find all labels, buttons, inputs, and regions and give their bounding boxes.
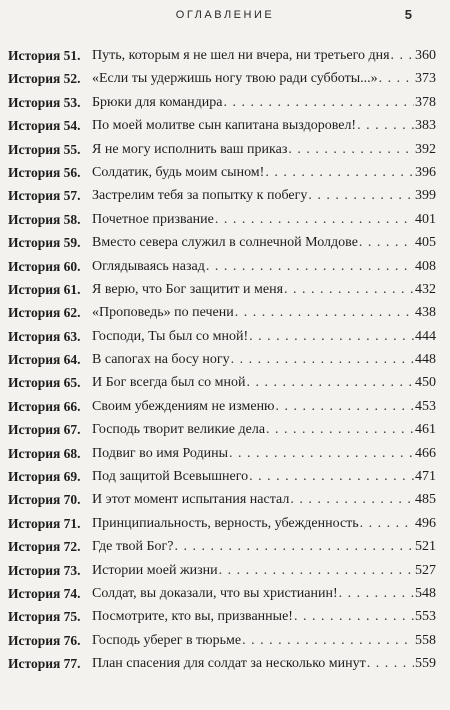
toc-entry-page-number: 453 <box>415 398 436 414</box>
toc-entry-title: И Бог всегда был со мной <box>92 375 246 391</box>
toc-entry-title: И этот момент испытания настал <box>92 492 290 508</box>
toc-entry-line <box>92 278 436 301</box>
toc-entry-label: История 53. <box>8 94 81 110</box>
toc-entry <box>8 512 436 535</box>
toc-entry-title: Почетное призвание <box>92 211 214 227</box>
toc-entry-title: Господь уберег в тюрьме <box>92 632 242 648</box>
toc-entry-page-number: 496 <box>415 515 436 531</box>
toc-entry-page-number: 401 <box>415 211 436 227</box>
dot-leader <box>242 629 414 652</box>
toc-entry-line <box>92 301 436 324</box>
toc-entry-label: История 54. <box>8 118 81 134</box>
toc-entry-title: Господь творит великие дела <box>92 422 266 438</box>
toc-entry <box>8 488 436 511</box>
toc-entry-line <box>92 465 436 488</box>
dot-leader <box>360 512 414 535</box>
toc-entry <box>8 161 436 184</box>
toc-entry-label: История 71. <box>8 515 81 531</box>
toc-entry <box>8 348 436 371</box>
dot-leader <box>284 278 414 301</box>
dot-leader <box>215 208 414 231</box>
toc-entry-title: Я не могу исполнить ваш приказ <box>92 141 288 157</box>
dot-leader <box>231 348 414 371</box>
dot-leader <box>249 325 414 348</box>
toc-entry-line <box>92 605 436 628</box>
dot-leader <box>379 67 414 90</box>
toc-entry-line <box>92 114 436 137</box>
toc-entry <box>8 371 436 394</box>
toc-entry-title: В сапогах на босу ногу <box>92 352 230 368</box>
toc-entry <box>8 255 436 278</box>
toc-entry-label: История 57. <box>8 188 81 204</box>
toc-entry-label: История 60. <box>8 258 81 274</box>
toc-entry-label: История 67. <box>8 422 81 438</box>
toc-entry-line <box>92 652 436 675</box>
toc-entry-line <box>92 442 436 465</box>
toc-entry-line <box>92 535 436 558</box>
running-title: ОГЛАВЛЕНИЕ <box>175 9 275 21</box>
toc-entry-line <box>92 395 436 418</box>
toc-entry-page-number: 461 <box>415 422 436 438</box>
toc-entry-page-number: 444 <box>415 328 436 344</box>
dot-leader <box>175 535 415 558</box>
toc-entry-label: История 73. <box>8 562 81 578</box>
toc-entry-title: По моей молитве сын капитана выздоровел! <box>92 118 357 134</box>
toc-entry-line <box>92 418 436 441</box>
toc-entry-line <box>92 138 436 161</box>
dot-leader <box>294 605 414 628</box>
toc-entry-line <box>92 231 436 254</box>
dot-leader <box>359 231 414 254</box>
table-of-contents <box>8 44 436 676</box>
toc-entry-page-number: 527 <box>415 562 436 578</box>
toc-entry <box>8 325 436 348</box>
toc-entry-page-number: 360 <box>415 48 436 63</box>
toc-entry <box>8 91 436 114</box>
toc-entry-title: Солдат, вы доказали, что вы христианин! <box>92 585 338 601</box>
toc-entry <box>8 605 436 628</box>
toc-entry-title: Принципиальность, верность, убежденность <box>92 515 359 531</box>
toc-entry-title: «Проповедь» по печени <box>92 305 234 321</box>
toc-entry-page-number: 399 <box>415 188 436 204</box>
dot-leader <box>290 488 414 511</box>
toc-entry <box>8 278 436 301</box>
toc-entry-page-number: 432 <box>415 281 436 297</box>
dot-leader <box>223 91 414 114</box>
toc-entry-page-number: 466 <box>415 445 436 461</box>
toc-entry-label: История 63. <box>8 328 81 344</box>
toc-entry-page-number: 553 <box>415 609 436 625</box>
toc-entry-line <box>92 371 436 394</box>
toc-entry-label: История 72. <box>8 539 81 555</box>
dot-leader <box>219 559 414 582</box>
toc-entry-label: История 64. <box>8 352 81 368</box>
toc-entry <box>8 629 436 652</box>
toc-entry-label: История 62. <box>8 305 81 321</box>
toc-entry <box>8 184 436 207</box>
page-number: 5 <box>404 7 412 22</box>
toc-entry-label: История 69. <box>8 469 81 485</box>
toc-entry-title: Под защитой Всевышнего <box>92 469 249 485</box>
toc-entry <box>8 652 436 675</box>
toc-entry <box>8 114 436 137</box>
toc-entry-page-number: 548 <box>415 585 436 601</box>
toc-entry-page-number: 450 <box>415 375 436 391</box>
toc-entry-page-number: 408 <box>415 258 436 274</box>
toc-entry-page-number: 378 <box>415 94 436 110</box>
toc-entry-page-number: 448 <box>415 352 436 368</box>
toc-entry-label: История 77. <box>8 656 81 672</box>
toc-entry-line <box>92 208 436 231</box>
toc-entry-line <box>92 161 436 184</box>
toc-entry-label: История 51. <box>8 48 81 63</box>
toc-entry-label: История 75. <box>8 609 81 625</box>
toc-entry-line <box>92 184 436 207</box>
toc-entry-title: Путь, которым я не шел ни вчера, ни третьего дня <box>92 48 390 63</box>
dot-leader <box>249 465 414 488</box>
toc-entry <box>8 67 436 90</box>
toc-entry-line <box>92 67 436 90</box>
toc-entry-title: План спасения для солдат за несколько минут <box>92 656 366 672</box>
toc-entry-title: Я верю, что Бог защитит и меня <box>92 281 284 297</box>
toc-entry-title: Подвиг во имя Родины <box>92 445 229 461</box>
toc-entry-line <box>92 255 436 278</box>
toc-entry-title: Вместо севера служил в солнечной Молдове <box>92 235 358 251</box>
toc-entry-line <box>92 91 436 114</box>
toc-entry-page-number: 471 <box>415 469 436 485</box>
dot-leader <box>246 371 414 394</box>
toc-entry-label: История 65. <box>8 375 81 391</box>
toc-entry <box>8 559 436 582</box>
toc-entry <box>8 535 436 558</box>
toc-entry-line <box>92 512 436 535</box>
toc-entry-page-number: 438 <box>415 305 436 321</box>
toc-entry <box>8 418 436 441</box>
toc-entry-page-number: 558 <box>415 632 436 648</box>
toc-entry-title: Господи, Ты был со мной! <box>92 328 249 344</box>
dot-leader <box>206 255 414 278</box>
toc-entry-page-number: 405 <box>415 235 436 251</box>
dot-leader <box>357 114 414 137</box>
toc-entry-page-number: 521 <box>415 539 436 555</box>
toc-entry-line <box>92 559 436 582</box>
toc-entry-label: История 52. <box>8 71 81 87</box>
toc-entry-line <box>92 629 436 652</box>
toc-entry-label: История 68. <box>8 445 81 461</box>
toc-entry-label: История 58. <box>8 211 81 227</box>
toc-entry <box>8 231 436 254</box>
dot-leader <box>276 395 414 418</box>
toc-entry-title: Посмотрите, кто вы, призванные! <box>92 609 293 625</box>
dot-leader <box>339 582 414 605</box>
toc-entry-label: История 61. <box>8 281 81 297</box>
toc-entry <box>8 44 436 67</box>
toc-entry-line <box>92 44 436 67</box>
toc-entry-label: История 76. <box>8 632 81 648</box>
toc-entry-page-number: 392 <box>415 141 436 157</box>
dot-leader <box>391 44 414 67</box>
dot-leader <box>308 184 414 207</box>
toc-entry-label: История 56. <box>8 164 81 180</box>
toc-entry-page-number: 559 <box>415 656 436 672</box>
toc-entry <box>8 395 436 418</box>
toc-entry-title: «Если ты удержишь ногу твою ради субботы...» <box>92 71 378 87</box>
toc-entry <box>8 138 436 161</box>
toc-entry-page-number: 383 <box>415 118 436 134</box>
toc-entry-title: Брюки для командира <box>92 94 223 110</box>
toc-entry-page-number: 396 <box>415 164 436 180</box>
toc-entry <box>8 465 436 488</box>
toc-entry-title: Застрелим тебя за попытку к побегу <box>92 188 308 204</box>
toc-entry <box>8 442 436 465</box>
toc-entry-label: История 70. <box>8 492 81 508</box>
toc-entry-label: История 55. <box>8 141 81 157</box>
toc-entry-title: Оглядываясь назад <box>92 258 205 274</box>
toc-entry-title: Солдатик, будь моим сыном! <box>92 164 265 180</box>
toc-entry-title: Истории моей жизни <box>92 562 218 578</box>
toc-entry-title: Где твой Бог? <box>92 539 174 555</box>
dot-leader <box>288 138 414 161</box>
toc-entry-label: История 59. <box>8 235 81 251</box>
toc-entry-page-number: 485 <box>415 492 436 508</box>
toc-entry-title: Своим убеждениям не изменю <box>92 398 275 414</box>
toc-entry-label: История 66. <box>8 398 81 414</box>
dot-leader <box>367 652 414 675</box>
toc-entry-label: История 74. <box>8 585 81 601</box>
toc-entry <box>8 208 436 231</box>
page-header <box>0 7 450 27</box>
toc-entry-line <box>92 582 436 605</box>
toc-entry <box>8 301 436 324</box>
dot-leader <box>235 301 414 324</box>
toc-entry <box>8 582 436 605</box>
toc-entry-line <box>92 325 436 348</box>
toc-entry-line <box>92 488 436 511</box>
toc-entry-line <box>92 348 436 371</box>
dot-leader <box>229 442 414 465</box>
dot-leader <box>266 418 414 441</box>
dot-leader <box>265 161 414 184</box>
toc-entry-page-number: 373 <box>415 71 436 87</box>
